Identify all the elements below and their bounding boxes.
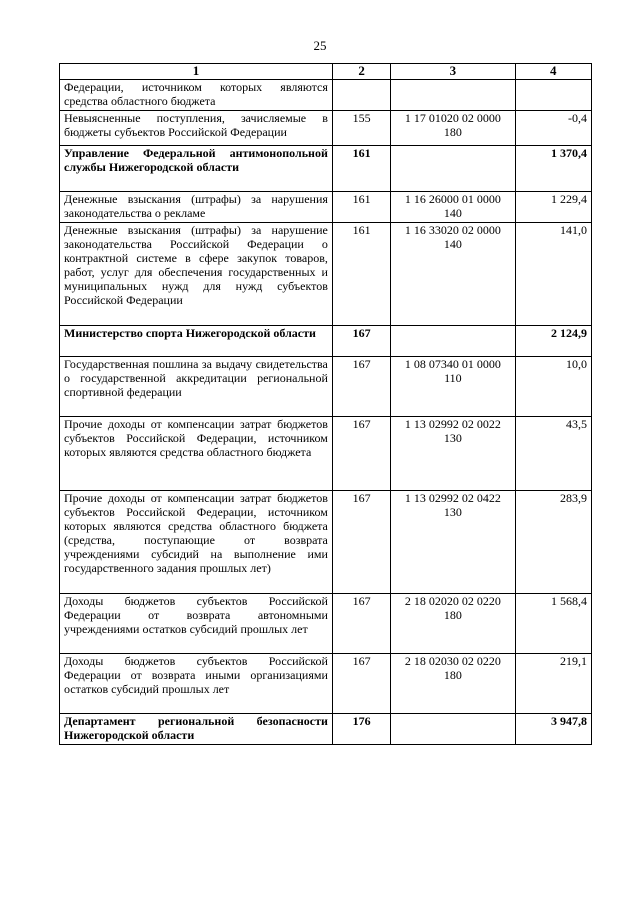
row-kbk-cell [391,326,515,357]
row-amount-cell: 219,1 [515,654,591,714]
row-name-cell: Департамент региональной безопасности Нижегородской области [60,714,333,745]
row-amount-cell [515,80,591,111]
column-header-4: 4 [515,64,591,80]
row-amount-cell: 43,5 [515,417,591,491]
row-name-cell: Государственная пошлина за выдачу свидетельства о государственной аккредитации региональной спортивной федерации [60,357,333,417]
row-code-cell: 167 [332,417,390,491]
row-kbk-cell: 1 17 01020 02 0000 180 [391,111,515,146]
row-code-cell: 161 [332,192,390,223]
row-code-cell: 167 [332,654,390,714]
column-header-1: 1 [60,64,333,80]
row-kbk-cell: 1 08 07340 01 0000 110 [391,357,515,417]
page-number: 25 [313,38,327,53]
row-amount-cell: 141,0 [515,223,591,326]
table-row [60,417,592,491]
column-header-2: 2 [332,64,390,80]
table-row [60,223,592,326]
row-amount-cell: 3 947,8 [515,714,591,745]
table-body [60,80,592,745]
row-code-cell: 161 [332,223,390,326]
row-name-cell: Прочие доходы от компенсации затрат бюджетов субъектов Российской Федерации, источником которых являются средства областного бюджета (средства, поступающие от возврата учреждениями субсидий на выполнение ими государственного задания прошлых лет) [60,491,333,594]
row-code-cell: 167 [332,491,390,594]
row-kbk-cell [391,714,515,745]
table-row [60,357,592,417]
row-amount-cell: -0,4 [515,111,591,146]
row-amount-cell: 283,9 [515,491,591,594]
row-kbk-cell: 1 16 26000 01 0000 140 [391,192,515,223]
row-name-cell: Доходы бюджетов субъектов Российской Федерации от возврата автономными учреждениями остатков субсидий прошлых лет [60,594,333,654]
row-amount-cell: 1 370,4 [515,146,591,192]
row-kbk-cell: 1 13 02992 02 0022 130 [391,417,515,491]
row-code-cell: 167 [332,326,390,357]
row-code-cell: 167 [332,594,390,654]
row-name-cell: Федерации, источником которых являются средства областного бюджета [60,80,333,111]
row-name-cell: Министерство спорта Нижегородской области [60,326,333,357]
row-amount-cell: 10,0 [515,357,591,417]
row-name-cell: Доходы бюджетов субъектов Российской Федерации от возврата иными организациями остатков субсидий прошлых лет [60,654,333,714]
table-header-row [60,64,592,80]
revenue-table [59,63,592,745]
row-name-cell: Управление Федеральной антимонопольной службы Нижегородской области [60,146,333,192]
table-row [60,326,592,357]
table-row [60,654,592,714]
table-row [60,80,592,111]
row-code-cell [332,80,390,111]
table-row [60,594,592,654]
row-kbk-cell [391,146,515,192]
row-code-cell: 161 [332,146,390,192]
row-amount-cell: 1 229,4 [515,192,591,223]
row-kbk-cell: 2 18 02030 02 0220 180 [391,654,515,714]
table-row [60,111,592,146]
row-kbk-cell [391,80,515,111]
row-kbk-cell: 2 18 02020 02 0220 180 [391,594,515,654]
row-code-cell: 176 [332,714,390,745]
row-code-cell: 167 [332,357,390,417]
row-name-cell: Денежные взыскания (штрафы) за нарушения законодательства о рекламе [60,192,333,223]
row-name-cell: Прочие доходы от компенсации затрат бюджетов субъектов Российской Федерации, источником которых являются средства областного бюджета [60,417,333,491]
column-header-3: 3 [391,64,515,80]
row-kbk-cell: 1 13 02992 02 0422 130 [391,491,515,594]
row-kbk-cell: 1 16 33020 02 0000 140 [391,223,515,326]
table-row [60,714,592,745]
row-amount-cell: 1 568,4 [515,594,591,654]
row-name-cell: Денежные взыскания (штрафы) за нарушение законодательства Российской Федерации о контрактной системе в сфере закупок товаров, работ, услуг для обеспечения государственных и муниципальных нужд для нужд субъектов Российской Федерации [60,223,333,326]
table-row [60,146,592,192]
row-name-cell: Невыясненные поступления, зачисляемые в бюджеты субъектов Российской Федерации [60,111,333,146]
row-amount-cell: 2 124,9 [515,326,591,357]
table-row [60,192,592,223]
table-row [60,491,592,594]
row-code-cell: 155 [332,111,390,146]
